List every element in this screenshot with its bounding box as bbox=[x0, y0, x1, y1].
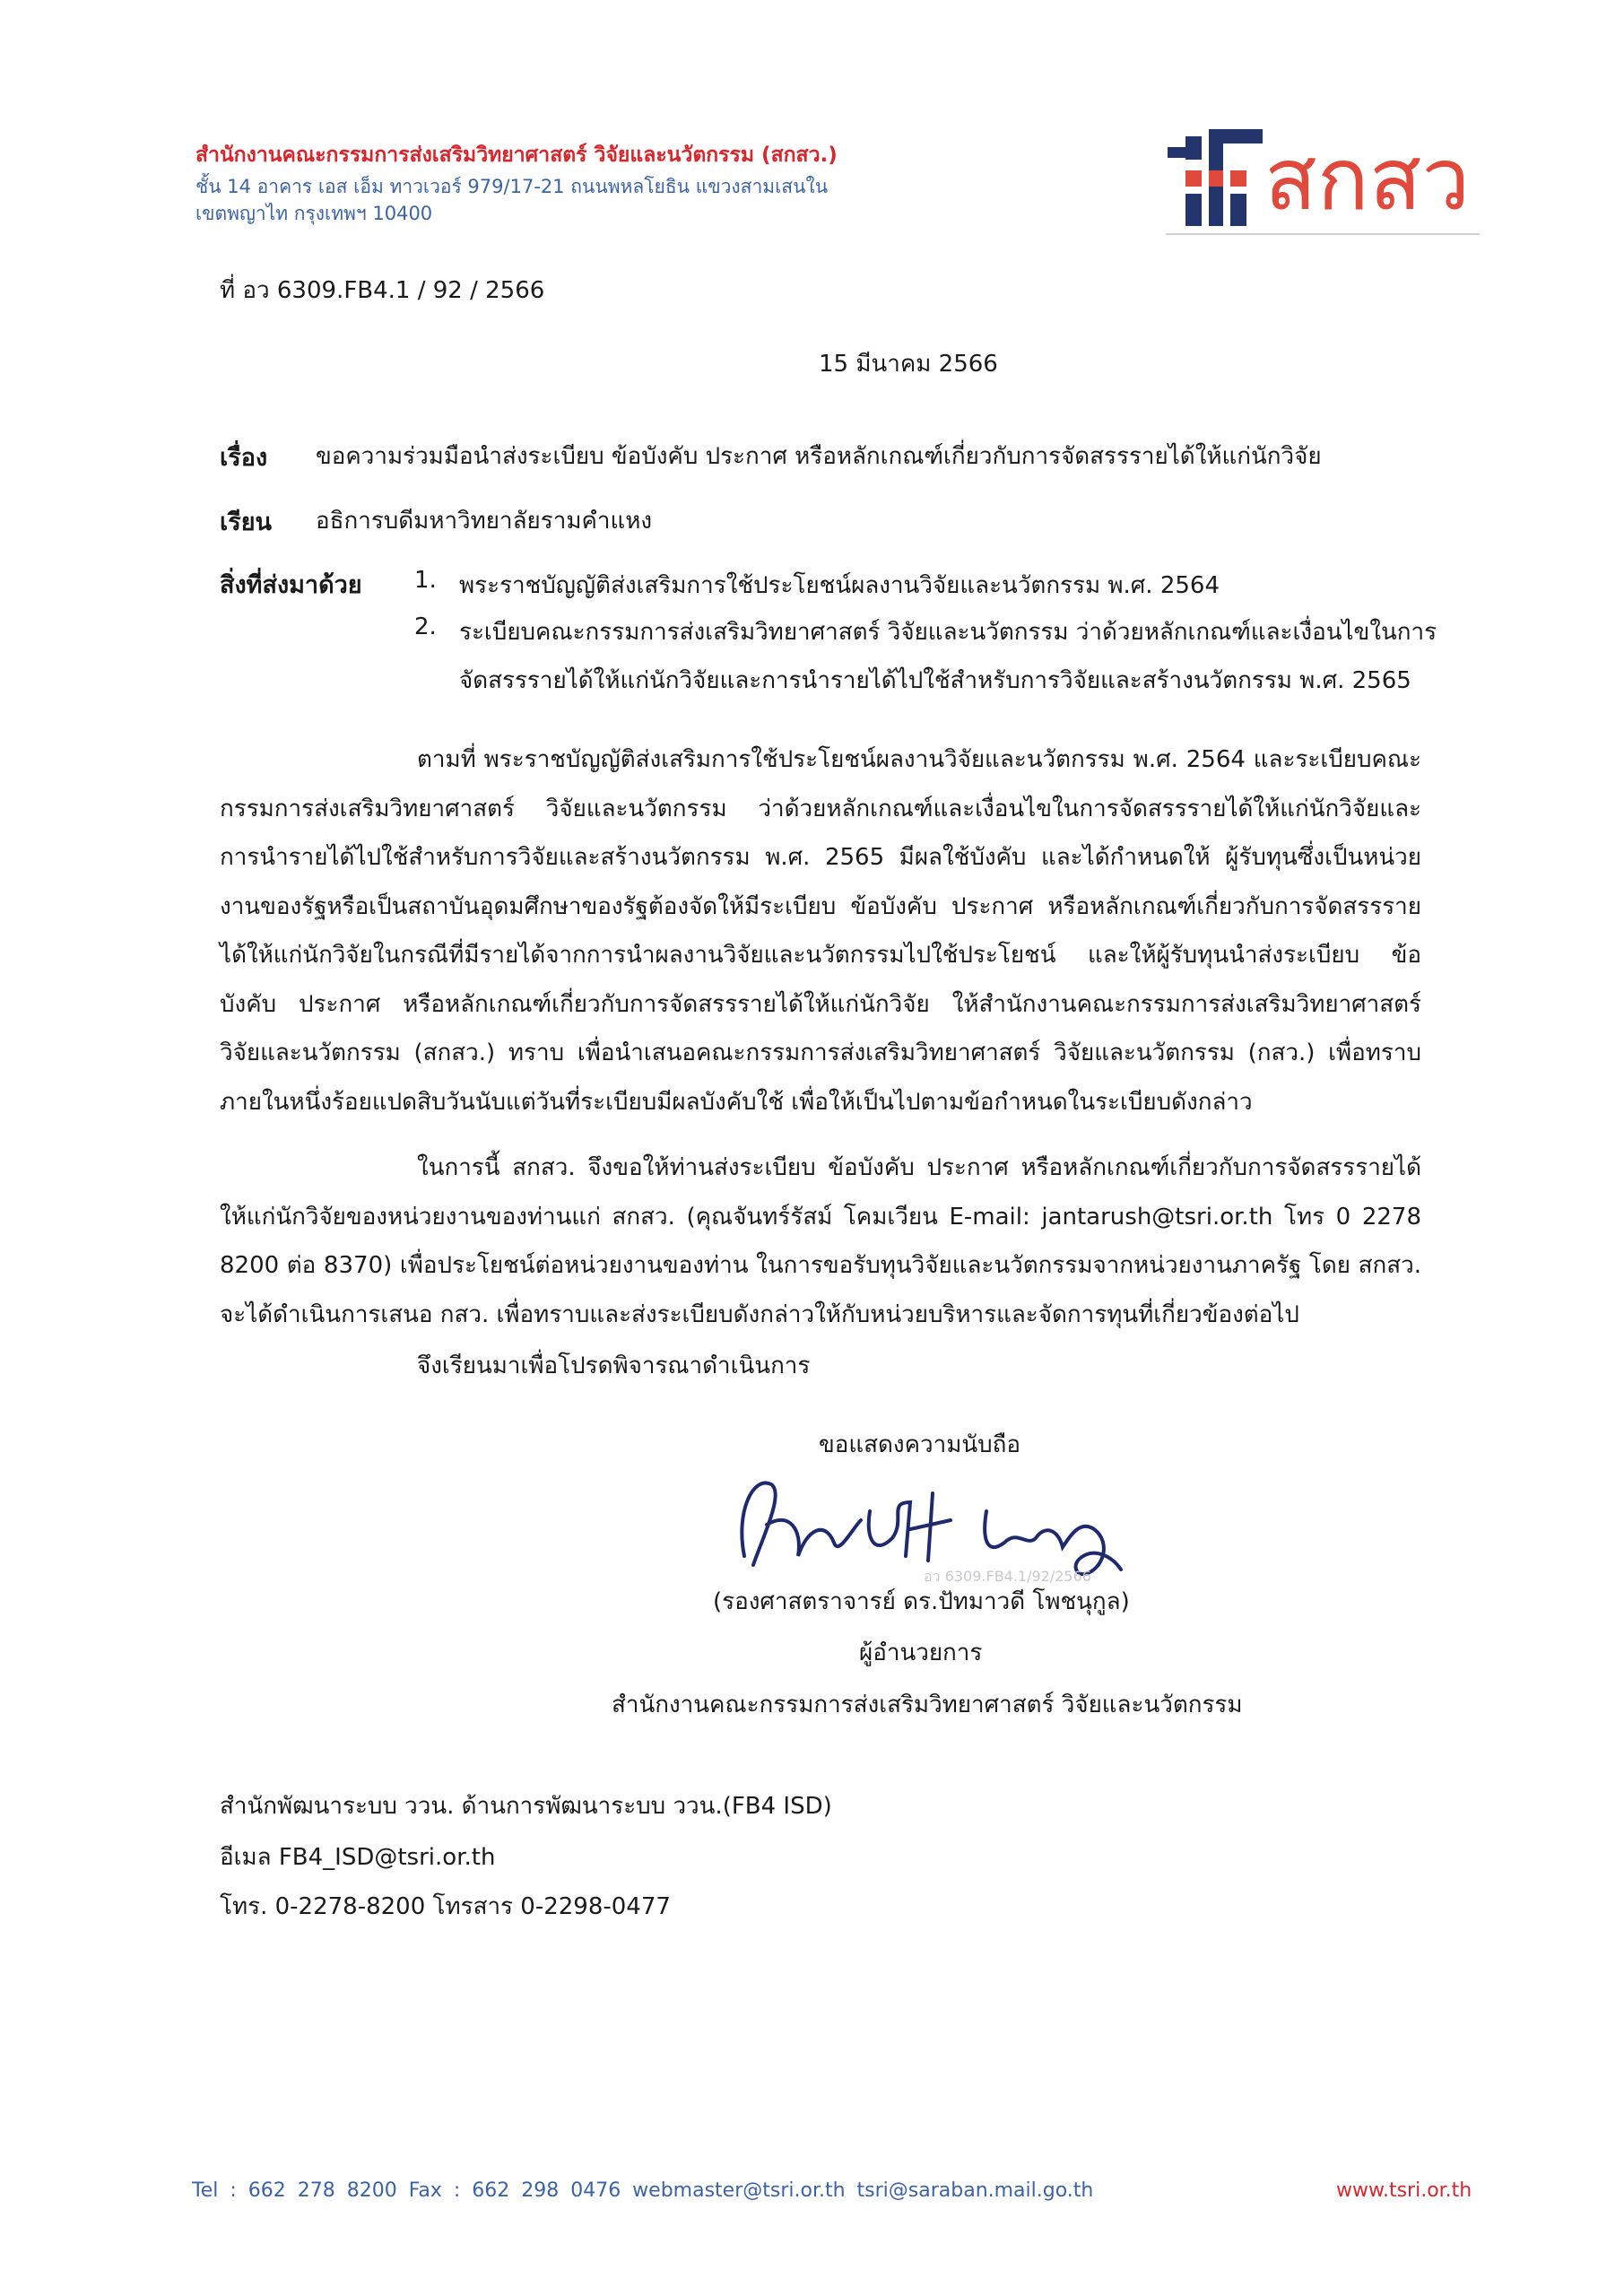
footer-contacts: Tel : 662 278 8200 Fax : 662 298 0476 webmaster@tsri.or.th tsri@saraban.mail.go.th bbox=[192, 2179, 1094, 2202]
logo-mark-icon bbox=[1166, 127, 1264, 228]
contact-phone: โทร. 0-2278-8200 โทรสาร 0-2298-0477 bbox=[220, 1893, 671, 1920]
enclosure-2-number: 2. bbox=[414, 613, 437, 640]
body-paragraph-1 bbox=[220, 735, 1421, 1126]
enclosure-1-text: พระราชบัญญัติส่งเสริมการใช้ประโยชน์ผลงานวิจัยและนวัตกรรม พ.ศ. 2564 bbox=[459, 572, 1220, 599]
tsri-logo bbox=[1166, 126, 1480, 233]
closing-regards: ขอแสดงความนับถือ bbox=[819, 1431, 1020, 1458]
header-address-line2: เขตพญาไท กรุงเทพฯ 10400 bbox=[195, 203, 433, 224]
body-paragraph-1-text: ตามที่ พระราชบัญญัติส่งเสริมการใช้ประโยชน์ผลงานวิจัยและนวัตกรรม พ.ศ. 2564 และระเบียบคณะกรรมการส่งเสริมวิทยาศาสตร์ วิจัยและนวัตกรรม ว่าด้วยหลักเกณฑ์และเงื่อนไขในการจัดสรรรายได้ให้แก่นักวิจัยและการนำรายได้ไปใช้สำหรับการวิจัยและสร้างนวัตกรรม พ.ศ. 2565 มีผลใช้บังคับ และได้กำหนดให้ ผู้รับทุนซึ่งเป็นหน่วยงานของรัฐหรือเป็นสถาบันอุดมศึกษาของรัฐต้องจัดให้มีระเบียบ ข้อบังคับ ประกาศ หรือหลักเกณฑ์เกี่ยวกับการจัดสรรรายได้ให้แก่นักวิจัยในกรณีที่มีรายได้จากการนำผลงานวิจัยและนวัตกรรมไปใช้ประโยชน์ และให้ผู้รับทุนนำส่งระเบียบ ข้อบังคับ ประกาศ หรือหลักเกณฑ์เกี่ยวกับการจัดสรรรายได้ให้แก่นักวิจัย ให้สำนักงานคณะกรรมการส่งเสริมวิทยาศาสตร์ วิจัยและนวัตกรรม (สกสว.) ทราบ เพื่อนำเสนอคณะกรรมการส่งเสริมวิทยาศาสตร์ วิจัยและนวัตกรรม (กสว.) เพื่อทราบ ภายในหนึ่งร้อยแปดสิบวันนับแต่วันที่ระเบียบมีผลบังคับใช้ เพื่อให้เป็นไปตามข้อกำหนดในระเบียบดังกล่าว bbox=[220, 746, 1421, 1116]
header-address bbox=[195, 173, 828, 227]
signer-name: (รองศาสตราจารย์ ดร.ปัทมาวดี โพชนุกูล) bbox=[713, 1588, 1130, 1615]
signature-stamp: อว 6309.FB4.1/92/2566 bbox=[924, 1568, 1091, 1585]
footer-website: www.tsri.or.th bbox=[1336, 2179, 1472, 2202]
enclosure-2-line-1: ระเบียบคณะกรรมการส่งเสริมวิทยาศาสตร์ วิจัยและนวัตกรรม ว่าด้วยหลักเกณฑ์และเงื่อนไขในการ bbox=[459, 619, 1437, 646]
enclosure-2-line-2: จัดสรรรายได้ให้แก่นักวิจัยและการนำรายได้ไปใช้สำหรับการวิจัยและสร้างนวัตกรรม พ.ศ. 2565 bbox=[459, 667, 1411, 694]
recipient-label: เรียน bbox=[220, 509, 273, 536]
signer-title: ผู้อำนวยการ bbox=[859, 1639, 983, 1666]
subject-label: เรื่อง bbox=[220, 444, 268, 472]
contact-department: สำนักพัฒนาระบบ ววน. ด้านการพัฒนาระบบ ววน.(FB4 ISD) bbox=[220, 1793, 832, 1820]
header-divider bbox=[1166, 233, 1480, 235]
signer-organization: สำนักงานคณะกรรมการส่งเสริมวิทยาศาสตร์ วิจัยและนวัตกรรม bbox=[612, 1692, 1243, 1718]
body-paragraph-2 bbox=[220, 1144, 1421, 1339]
handwritten-signature bbox=[717, 1457, 1148, 1592]
closing-request: จึงเรียนมาเพื่อโปรดพิจารณาดำเนินการ bbox=[417, 1352, 811, 1379]
letter-date: 15 มีนาคม 2566 bbox=[819, 351, 998, 378]
enclosure-1-number: 1. bbox=[414, 567, 437, 594]
enclosure-label: สิ่งที่ส่งมาด้วย bbox=[220, 571, 362, 599]
header-org-name: สำนักงานคณะกรรมการส่งเสริมวิทยาศาสตร์ วิจัยและนวัตกรรม (สกสว.) bbox=[195, 144, 838, 167]
body-paragraph-2-text: ในการนี้ สกสว. จึงขอให้ท่านส่งระเบียบ ข้อบังคับ ประกาศ หรือหลักเกณฑ์เกี่ยวกับการจัดสรรรายได้ให้แก่นักวิจัยของหน่วยงานของท่านแก่ สกสว. (คุณจันทร์รัสม์ โคมเวียน E-mail: jantarush@tsri.or.th โทร 0 2278 8200 ต่อ 8370) เพื่อประโยชน์ต่อหน่วยงานของท่าน ในการขอรับทุนวิจัยและนวัตกรรมจากหน่วยงานภาครัฐ โดย สกสว. จะได้ดำเนินการเสนอ กสว. เพื่อทราบและส่งระเบียบดังกล่าวให้กับหน่วยบริหารและจัดการทุนที่เกี่ยวข้องต่อไป bbox=[220, 1154, 1421, 1328]
logo-text: สกสว bbox=[1264, 129, 1471, 230]
header-address-line1: ชั้น 14 อาคาร เอส เอ็ม ทาวเวอร์ 979/17-21 ถนนพหลโยธิน แขวงสามเสนใน bbox=[195, 176, 829, 197]
subject-text: ขอความร่วมมือนำส่งระเบียบ ข้อบังคับ ประกาศ หรือหลักเกณฑ์เกี่ยวกับการจัดสรรรายได้ให้แก่นักวิจัย bbox=[316, 443, 1322, 470]
recipient-text: อธิการบดีมหาวิทยาลัยรามคำแหง bbox=[316, 508, 653, 535]
contact-email: อีเมล FB4_ISD@tsri.or.th bbox=[220, 1844, 496, 1871]
reference-number: ที่ อว 6309.FB4.1 / 92 / 2566 bbox=[220, 277, 545, 304]
